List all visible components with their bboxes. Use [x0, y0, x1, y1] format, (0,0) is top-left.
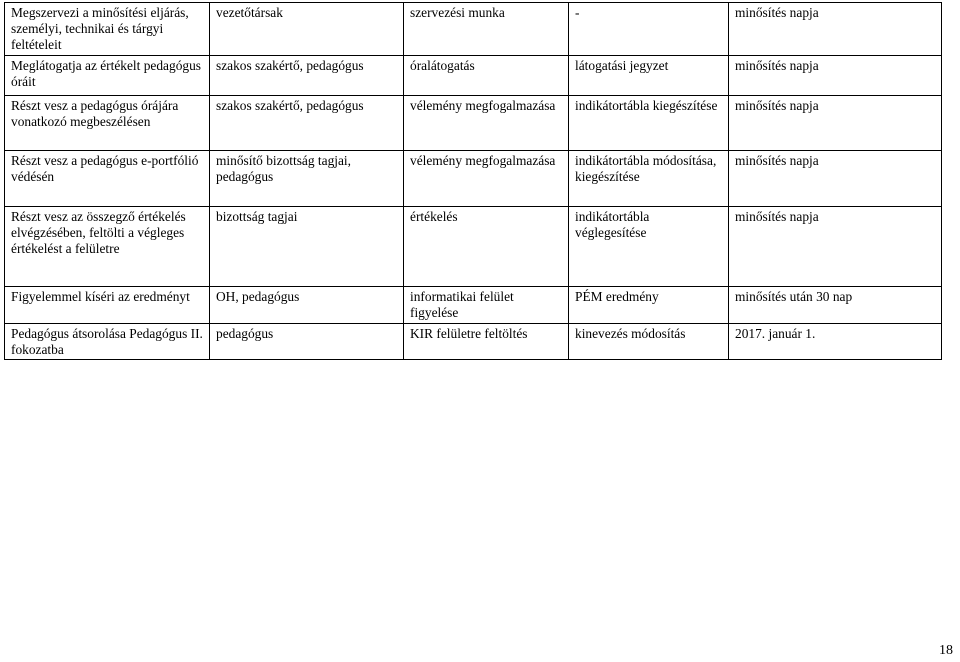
table-cell-activity: Részt vesz az összegző értékelés elvégzésében, feltölti a végleges értékelést a felületre: [5, 207, 210, 287]
table-cell-document: PÉM eredmény: [569, 287, 729, 324]
table-cell-document: indikátortábla módosítása, kiegészítése: [569, 151, 729, 207]
table-cell-activity: Részt vesz a pedagógus e-portfólió védésén: [5, 151, 210, 207]
table-cell-method: vélemény megfogalmazása: [404, 151, 569, 207]
table-row: [5, 3, 942, 56]
table-cell-participants: minősítő bizottság tagjai, pedagógus: [210, 151, 404, 207]
table-cell-participants: vezetőtársak: [210, 3, 404, 56]
table-cell-deadline: minősítés napja: [729, 151, 942, 207]
table-cell-document: látogatási jegyzet: [569, 56, 729, 96]
table-cell-deadline: minősítés napja: [729, 96, 942, 151]
table-cell-document: -: [569, 3, 729, 56]
table-row: [5, 324, 942, 360]
table-cell-method: KIR felületre feltöltés: [404, 324, 569, 360]
table-cell-method: informatikai felület figyelése: [404, 287, 569, 324]
table-cell-activity: Megszervezi a minősítési eljárás, személyi, technikai és tárgyi feltételeit: [5, 3, 210, 56]
table-cell-method: óralátogatás: [404, 56, 569, 96]
page-number: 18: [939, 643, 953, 658]
table-cell-document: kinevezés módosítás: [569, 324, 729, 360]
table-cell-participants: szakos szakértő, pedagógus: [210, 96, 404, 151]
table-cell-deadline: 2017. január 1.: [729, 324, 942, 360]
table-row: [5, 287, 942, 324]
table-cell-participants: pedagógus: [210, 324, 404, 360]
table-cell-document: indikátortábla véglegesítése: [569, 207, 729, 287]
table-cell-activity: Pedagógus átsorolása Pedagógus II. fokozatba: [5, 324, 210, 360]
qualification-process-table: [4, 2, 942, 360]
table-cell-participants: szakos szakértő, pedagógus: [210, 56, 404, 96]
table-cell-activity: Részt vesz a pedagógus órájára vonatkozó megbeszélésen: [5, 96, 210, 151]
table-cell-deadline: minősítés napja: [729, 56, 942, 96]
table-cell-method: vélemény megfogalmazása: [404, 96, 569, 151]
table-cell-participants: OH, pedagógus: [210, 287, 404, 324]
table-cell-method: értékelés: [404, 207, 569, 287]
table-cell-participants: bizottság tagjai: [210, 207, 404, 287]
table-row: [5, 207, 942, 287]
table-cell-method: szervezési munka: [404, 3, 569, 56]
table-cell-deadline: minősítés után 30 nap: [729, 287, 942, 324]
table-row: [5, 56, 942, 96]
table-cell-deadline: minősítés napja: [729, 3, 942, 56]
table-cell-activity: Figyelemmel kíséri az eredményt: [5, 287, 210, 324]
table-cell-deadline: minősítés napja: [729, 207, 942, 287]
table-cell-activity: Meglátogatja az értékelt pedagógus óráit: [5, 56, 210, 96]
table-row: [5, 96, 942, 151]
table-row: [5, 151, 942, 207]
table-cell-document: indikátortábla kiegészítése: [569, 96, 729, 151]
